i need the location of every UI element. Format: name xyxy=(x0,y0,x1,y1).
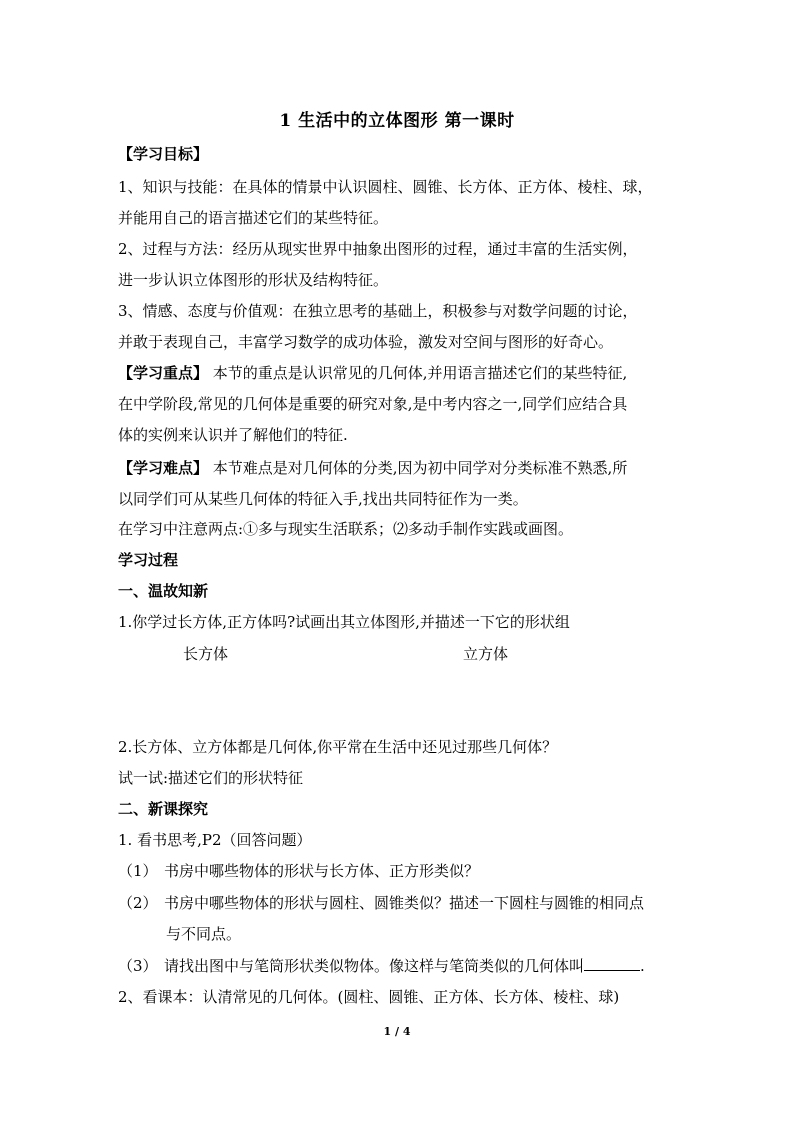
goal-1-line-2: 并能用自己的语言描述它们的某些特征。 xyxy=(118,209,389,227)
new-question-2: 2、看课本：认清常见的几何体。(圆柱、圆锥、正方体、长方体、棱柱、球) xyxy=(118,988,620,1006)
sub-question-3-end: . xyxy=(640,957,645,975)
goal-2-line-2: 进一步认识立体图形的形状及结构特征。 xyxy=(118,271,389,289)
sub-question-3-text: 请找出图中与笔筒形状类似物体。像这样与笔筒类似的几何体叫 xyxy=(164,957,585,975)
label-cuboid: 长方体 xyxy=(183,645,229,663)
goals-heading: 【学习目标】 xyxy=(118,145,209,163)
process-heading: 学习过程 xyxy=(118,551,179,569)
key-points-text-1: 本节的重点是认识常见的几何体,并用语言描述它们的某些特征, xyxy=(208,364,628,382)
sub-question-1-number: （1） xyxy=(118,862,158,880)
page-number: 1 / 4 xyxy=(383,1025,411,1038)
difficulties-line-1 xyxy=(118,458,688,478)
key-points-heading: 【学习重点】 xyxy=(118,364,209,382)
sub-question-3 xyxy=(118,956,688,976)
difficulties-line-3: 在学习中注意两点:①多与现实生活联系；⑵多动手制作实践或画图。 xyxy=(118,520,574,538)
answer-blank[interactable] xyxy=(584,956,640,971)
sub-question-2 xyxy=(118,893,688,913)
difficulties-heading: 【学习难点】 xyxy=(118,459,209,477)
new-question-1: 1. 看书思考,P2（回答问题） xyxy=(118,831,312,849)
goal-3-line-2: 并敢于表现自己，丰富学习数学的成功体验，激发对空间与图形的好奇心。 xyxy=(118,333,614,351)
review-question-1: 1.你学过长方体,正方体吗?试画出其立体图形,并描述一下它的形状组 xyxy=(118,613,570,631)
key-points-line-2: 在中学阶段,常见的几何体是重要的研究对象,是中考内容之一,同学们应结合具 xyxy=(118,395,628,413)
page-title: 1 生活中的立体图形 第一课时 xyxy=(279,111,515,131)
sub-question-2-text: 书房中哪些物体的形状与圆柱、圆锥类似？描述一下圆柱与圆锥的相同点 xyxy=(164,894,645,912)
goal-1-line-1: 1、知识与技能：在具体的情景中认识圆柱、圆锥、长方体、正方体、棱柱、球， xyxy=(118,178,653,196)
review-heading: 一、温故知新 xyxy=(118,582,209,600)
review-question-2: 2.长方体、立方体都是几何体,你平常在生活中还见过那些几何体？ xyxy=(118,738,558,756)
goal-2-line-1: 2、过程与方法：经历从现实世界中抽象出图形的过程，通过丰富的生活实例， xyxy=(118,240,638,258)
new-lesson-heading: 二、新课探究 xyxy=(118,800,209,818)
difficulties-text-1: 本节难点是对几何体的分类,因为初中同学对分类标准不熟悉,所 xyxy=(208,459,628,477)
goal-3-line-1: 3、情感、态度与价值观：在独立思考的基础上，积极参与对数学问题的讨论， xyxy=(118,302,638,320)
sub-question-2-number: （2） xyxy=(118,894,158,912)
difficulties-line-2: 以同学们可从某些几何体的特征入手,找出共同特征作为一类。 xyxy=(118,490,528,508)
key-points-line-1 xyxy=(118,363,688,383)
key-points-line-3: 体的实例来认识并了解他们的特征. xyxy=(118,426,348,444)
sub-question-1-text: 书房中哪些物体的形状与长方体、正方形类似？ xyxy=(164,862,480,880)
sub-question-2-continued: 与不同点。 xyxy=(166,925,242,943)
review-try: 试一试:描述它们的形状特征 xyxy=(118,769,304,787)
sub-question-3-number: （3） xyxy=(118,957,158,975)
sub-question-1 xyxy=(118,861,688,881)
label-cube: 立方体 xyxy=(463,645,509,663)
